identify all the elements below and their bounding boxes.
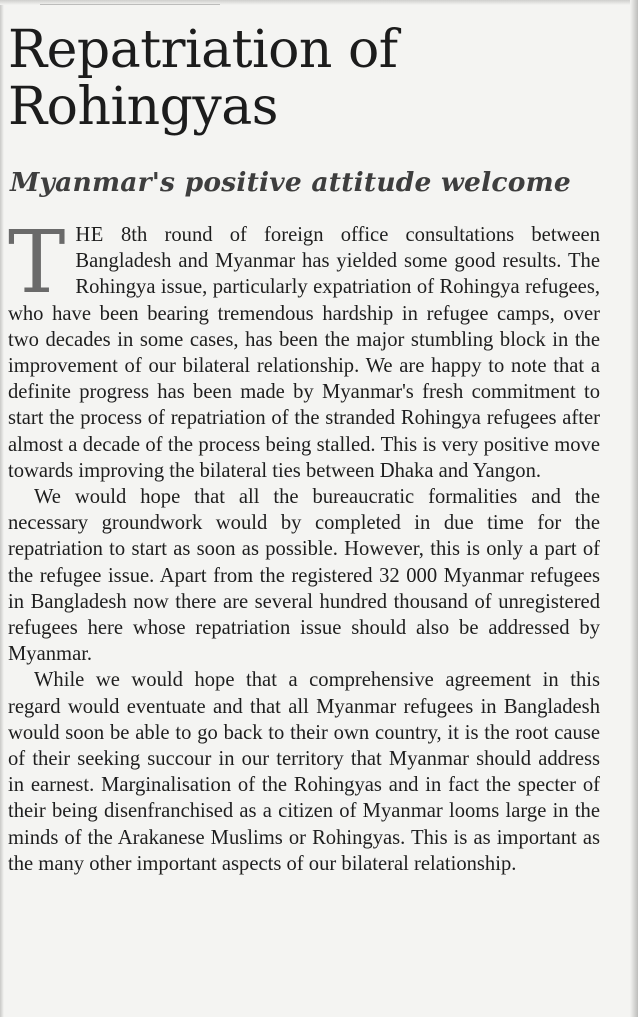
left-page-edge [0,0,4,1017]
paragraph-1-text: 8th round of foreign office consultations between Bangladesh and Myanmar has yielded some good results. The Rohingya issue, particularly expatriation of Rohingya refugees, who have been bearing tremendous hardship in refugee camps, over two decades in some cases, has been the major stumbling block in the improvement of our bilateral relationship. We are happy to note that a definite progress has been made by Myanmar's fresh commitment to start the process of repatriation of the stranded Rohingya refugees after almost a decade of the process being stalled. This is very positive move towards improving the bilateral ties between Dhaka and Yangon. [8,224,600,482]
cropped-previous-text [40,0,220,5]
lead-in-caps: HE [75,224,104,246]
paragraph-1 [8,213,600,484]
drop-cap: T [8,213,66,313]
article-headline: Repatriation of Rohingyas [8,20,398,137]
article-subhead: Myanmar's positive attitude welcome [10,167,571,198]
paragraph-2: We would hope that all the bureaucratic formalities and the necessary groundwork would by completed in due time for the repatriation to start as soon as possible. However, this is only a part of the refugee issue. Apart from the registered 32 000 Myanmar refugees in Bangladesh now there are several hundred thousand of unregistered refugees here whose repatriation issue should also be addressed by Myanmar. [8,486,600,666]
article-body [8,213,600,877]
paragraph-3: While we would hope that a comprehensive agreement in this regard would eventuate and that all Myanmar refugees in Bangladesh would soon be able to go back to their own country, it is the root cause of their seeking succour in our territory that Myanmar should address in earnest. Marginalisation of the Rohingyas and in fact the specter of their being disenfranchised as a citizen of Myanmar looms large in the minds of the Arakanese Muslims or Rohingyas. This is as important as the many other important aspects of our bilateral relationship. [8,669,600,875]
right-page-edge [630,0,638,1017]
